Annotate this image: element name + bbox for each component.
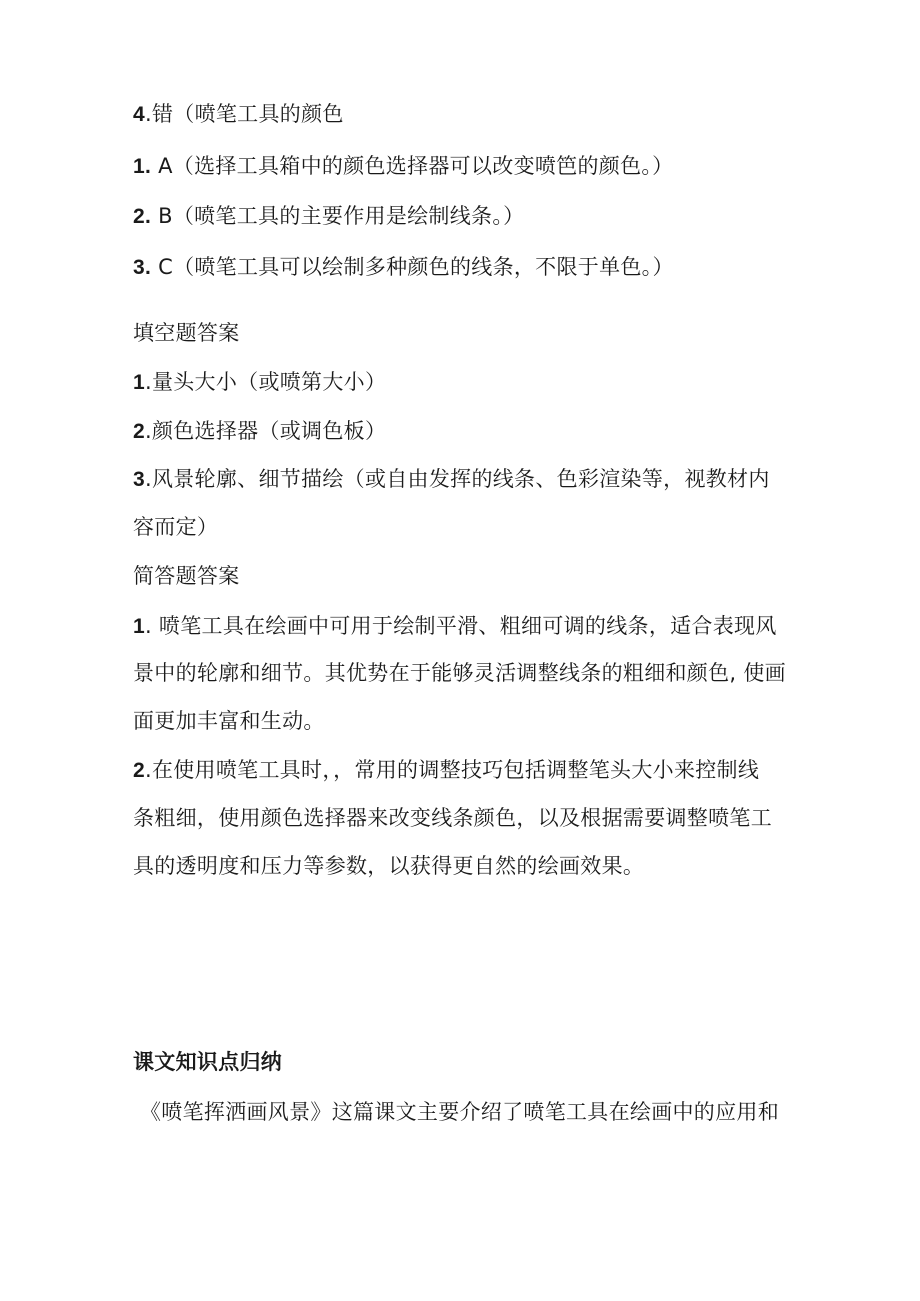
item-number: 3. [133,256,152,279]
item-number: 3 [133,468,145,491]
item-number: 4 [133,103,145,126]
fill-answer-1 [133,370,386,395]
fill-answer-2 [133,419,386,444]
item-text: 错（喷笔工具的颜色 [151,102,344,126]
item-number: 2 [133,420,145,443]
item-text: .量头大小（或喷第大小） [144,370,387,394]
item-number: 2 [133,759,145,782]
item-number: 1 [133,371,145,394]
section-title-short: 简答题答案 [133,564,240,588]
answer-line-choice-2 [133,204,524,229]
short-answer-2-line-3: 具的透明度和压力等参数，以获得更自然的绘画效果。 [133,854,645,878]
short-answer-1-line-3: 面更加丰富和生动。 [133,709,325,733]
short-answer-1-line-1 [133,614,777,639]
answer-line-judge-4 [133,102,344,127]
item-number: 1. [133,155,152,178]
item-text: .风景轮廓、细节描绘（或自由发挥的线条、色彩渲染等，视教材内 [144,467,770,491]
short-answer-2-line-1 [133,758,759,783]
section-title-summary: 课文知识点归纳 [133,1050,283,1074]
fill-answer-3-continued: 容而定） [133,515,219,539]
item-text: C（喷笔工具可以绘制多种颜色的线条，不限于单色。） [158,255,674,279]
item-text: A（选择工具箱中的颜色选择器可以改变喷笆的颜色。） [158,154,674,178]
item-number: 2. [133,205,152,228]
item-text: .在使用喷笔工具时，，常用的调整技巧包括调整笔头大小来控制线 [144,758,760,782]
short-answer-1-line-2: 景中的轮廓和细节。其优势在于能够灵活调整线条的粗细和颜色, 使画 [133,661,786,685]
answer-line-choice-1 [133,154,673,179]
item-number: 1 [133,615,145,638]
summary-paragraph: 《喷笔挥洒画风景》这篇课文主要介绍了喷笔工具在绘画中的应用和 [140,1100,779,1124]
item-separator: . [144,102,152,126]
item-text: .颜色选择器（或调色板） [144,419,387,443]
answer-line-choice-3 [133,255,674,280]
short-answer-2-line-2: 条粗细，使用颜色选择器来改变线条颜色，以及根据需要调整喷笔工 [133,806,772,830]
item-text: . 喷笔工具在绘画中可用于绘制平滑、粗细可调的线条，适合表现风 [144,614,777,638]
item-text: B（喷笔工具的主要作用是绘制线条。） [158,204,525,228]
fill-answer-3 [133,467,770,492]
section-title-fill: 填空题答案 [133,321,240,345]
